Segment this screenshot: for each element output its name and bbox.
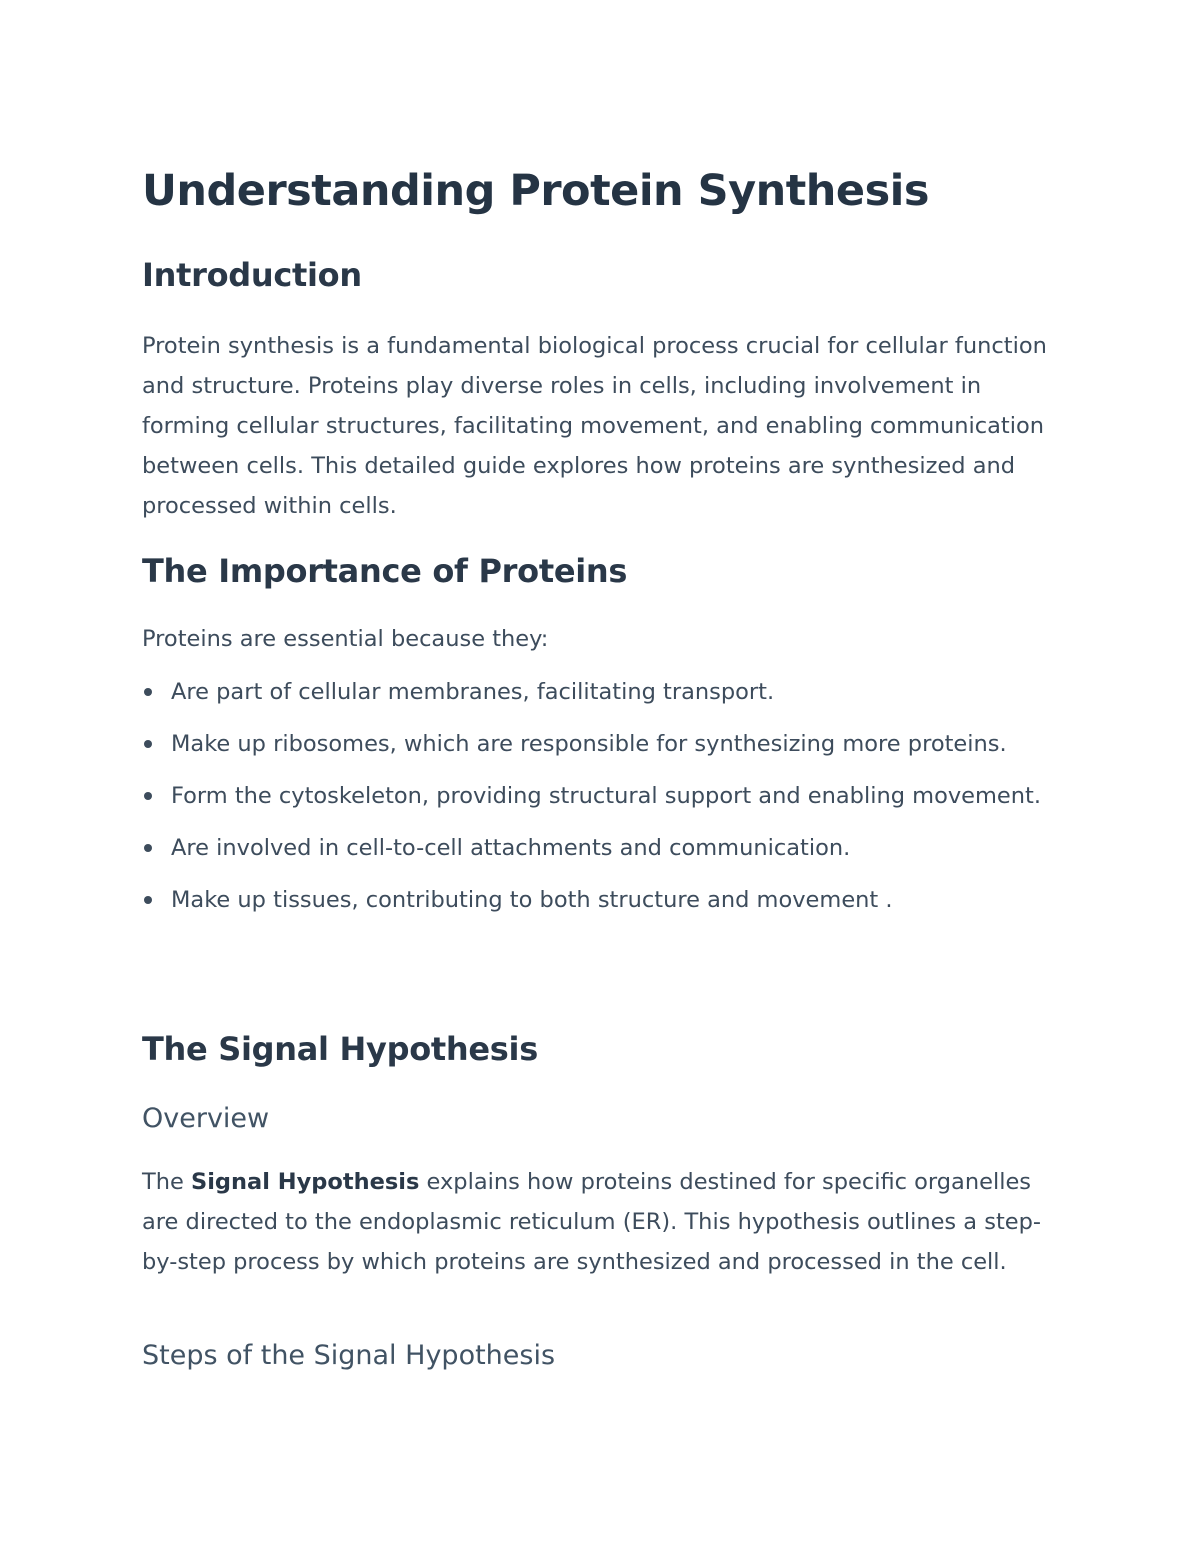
steps-heading: Steps of the Signal Hypothesis	[142, 1340, 556, 1371]
introduction-heading: Introduction	[142, 256, 362, 294]
list-item	[142, 880, 1062, 920]
list-item	[142, 724, 1062, 764]
importance-heading: The Importance of Proteins	[142, 552, 628, 590]
overview-text-prefix: The	[142, 1169, 191, 1195]
list-item	[142, 672, 1062, 712]
signal-hypothesis-heading: The Signal Hypothesis	[142, 1030, 538, 1068]
list-item-text: Make up tissues, contributing to both structure and movement .	[171, 887, 893, 913]
bullet-icon	[144, 792, 152, 800]
list-item-text: Are part of cellular membranes, facilitating transport.	[171, 679, 775, 705]
overview-heading: Overview	[142, 1103, 270, 1134]
overview-text-rest: explains how proteins destined for specific organelles are directed to the endoplasmic reticulum (ER). This hypothesis outlines a step-by-step process by which proteins are synthesized and processed in the cell.	[142, 1169, 1042, 1275]
list-item-text: Form the cytoskeleton, providing structural support and enabling movement.	[171, 783, 1041, 809]
list-item-text: Are involved in cell-to-cell attachments and communication.	[171, 835, 851, 861]
list-item	[142, 828, 1062, 868]
importance-lead: Proteins are essential because they:	[142, 626, 549, 652]
overview-paragraph	[142, 1162, 1062, 1282]
list-item-text: Make up ribosomes, which are responsible for synthesizing more proteins.	[171, 731, 1007, 757]
introduction-paragraph: Protein synthesis is a fundamental biological process crucial for cellular function and structure. Proteins play diverse roles in cells, including involvement in forming cellular structures, facilitating movement, and enabling communication between cells. This detailed guide explores how proteins are synthesized and processed within cells.	[142, 333, 1047, 519]
signal-hypothesis-term: Signal Hypothesis	[191, 1169, 420, 1195]
bullet-icon	[144, 896, 152, 904]
list-item	[142, 776, 1062, 816]
bullet-icon	[144, 844, 152, 852]
bullet-icon	[144, 740, 152, 748]
bullet-icon	[144, 688, 152, 696]
page-title: Understanding Protein Synthesis	[142, 166, 930, 216]
importance-list	[142, 672, 1062, 932]
